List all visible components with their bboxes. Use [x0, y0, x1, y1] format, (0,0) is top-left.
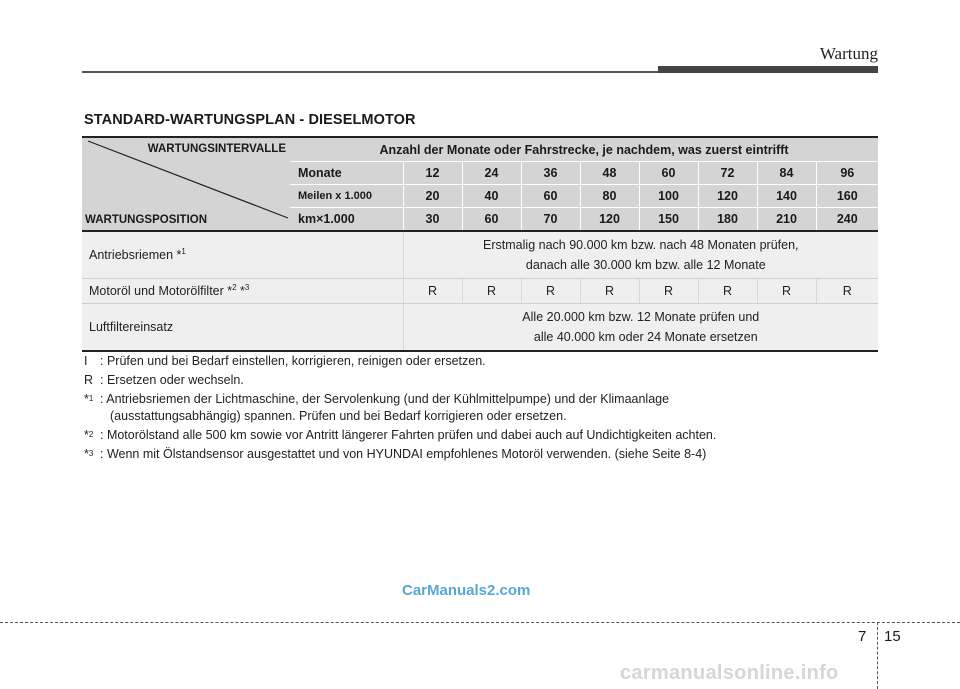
interval-value: 210	[757, 208, 816, 232]
item-value: R	[639, 279, 698, 304]
footnote	[84, 353, 716, 370]
interval-value: 120	[580, 208, 639, 232]
footer-divider	[877, 622, 878, 689]
instruction-line-1: Alle 20.000 km bzw. 12 Monate prüfen und	[522, 310, 760, 324]
interval-value: 40	[462, 185, 521, 208]
section-header-title: Wartung	[819, 44, 878, 63]
footnote-key: R	[84, 373, 94, 387]
item-label: Antriebsriemen *$^1$	[82, 231, 403, 279]
interval-value: 60	[462, 208, 521, 232]
page-title: STANDARD-WARTUNGSPLAN - DIESELMOTOR	[84, 112, 416, 128]
item-value: R	[462, 279, 521, 304]
item-instruction	[403, 304, 878, 352]
interval-value: 120	[698, 185, 757, 208]
footnote-text: : Wenn mit Ölstandsensor ausgestattet und von HYUNDAI empfohlenes Motoröl verwenden. (siehe Seite 8-4)	[100, 447, 707, 461]
header-rule	[82, 71, 658, 73]
footnote-key: *$^3$	[84, 447, 94, 461]
interval-value: 100	[639, 185, 698, 208]
interval-header: Anzahl der Monate oder Fahrstrecke, je nachdem, was zuerst eintrifft	[290, 137, 878, 162]
footnote	[84, 391, 716, 425]
interval-value: 240	[816, 208, 878, 232]
footnote-key: *$^2$	[84, 428, 94, 442]
instruction-line-1: Erstmalig nach 90.000 km bzw. nach 48 Monaten prüfen,	[483, 238, 799, 252]
chapter-number: 7	[858, 628, 867, 645]
interval-row-label: km×1.000	[290, 208, 403, 232]
footnote-text: : Ersetzen oder wechseln.	[100, 373, 244, 387]
interval-row-label: Meilen x 1.000	[290, 185, 403, 208]
footnote	[84, 427, 716, 444]
footnotes	[84, 353, 716, 465]
table-row	[82, 231, 878, 279]
item-value: R	[403, 279, 462, 304]
watermark-link[interactable]: CarManuals2.com	[402, 582, 531, 599]
table-row	[82, 279, 878, 304]
corner-label-intervals: WARTUNGSINTERVALLE	[147, 143, 286, 155]
item-value: R	[757, 279, 816, 304]
interval-value: 150	[639, 208, 698, 232]
item-value: R	[580, 279, 639, 304]
interval-value: 48	[580, 162, 639, 185]
item-label: Motoröl und Motorölfilter *$^2$ *$^3$	[82, 279, 403, 304]
interval-value: 12	[403, 162, 462, 185]
footnote-text: : Motorölstand alle 500 km sowie vor Antritt längerer Fahrten prüfen und dabei auch auf Undichtigkeiten achten.	[100, 428, 717, 442]
maintenance-schedule-table	[82, 136, 878, 352]
footnote-text: : Antriebsriemen der Lichtmaschine, der Servolenkung (und der Kühlmittelpumpe) und der Klimaanlage (ausstattungsabhängig) spannen. Prüfen und bei Bedarf korrigieren oder ersetzen.	[100, 392, 670, 423]
footnote	[84, 446, 716, 463]
interval-value: 60	[521, 185, 580, 208]
item-label: Luftfiltereinsatz	[82, 304, 403, 352]
interval-value: 60	[639, 162, 698, 185]
bottom-watermark: carmanualsonline.info	[620, 662, 839, 684]
header-rule-bold	[658, 66, 878, 73]
interval-value: 70	[521, 208, 580, 232]
footer-rule	[0, 622, 960, 623]
interval-row-label: Monate	[290, 162, 403, 185]
interval-value: 30	[403, 208, 462, 232]
interval-value: 140	[757, 185, 816, 208]
interval-value: 24	[462, 162, 521, 185]
interval-value: 80	[580, 185, 639, 208]
footnote-key: I	[84, 354, 88, 368]
instruction-line-2: danach alle 30.000 km bzw. alle 12 Monate	[525, 258, 766, 272]
interval-value: 180	[698, 208, 757, 232]
item-value: R	[698, 279, 757, 304]
interval-value: 160	[816, 185, 878, 208]
table-corner-cell	[82, 137, 290, 231]
interval-value: 84	[757, 162, 816, 185]
interval-value: 96	[816, 162, 878, 185]
item-instruction	[403, 231, 878, 279]
item-value: R	[521, 279, 580, 304]
table-row	[82, 304, 878, 352]
footnote	[84, 372, 716, 389]
instruction-line-2: alle 40.000 km oder 24 Monate ersetzen	[533, 330, 758, 344]
footnote-key: *$^1$	[84, 392, 94, 406]
corner-label-positions: WARTUNGSPOSITION	[85, 214, 208, 226]
interval-value: 72	[698, 162, 757, 185]
interval-value: 20	[403, 185, 462, 208]
page-number: 15	[884, 628, 901, 645]
interval-value: 36	[521, 162, 580, 185]
item-value: R	[816, 279, 878, 304]
footnote-text: : Prüfen und bei Bedarf einstellen, korrigieren, reinigen oder ersetzen.	[100, 354, 486, 368]
